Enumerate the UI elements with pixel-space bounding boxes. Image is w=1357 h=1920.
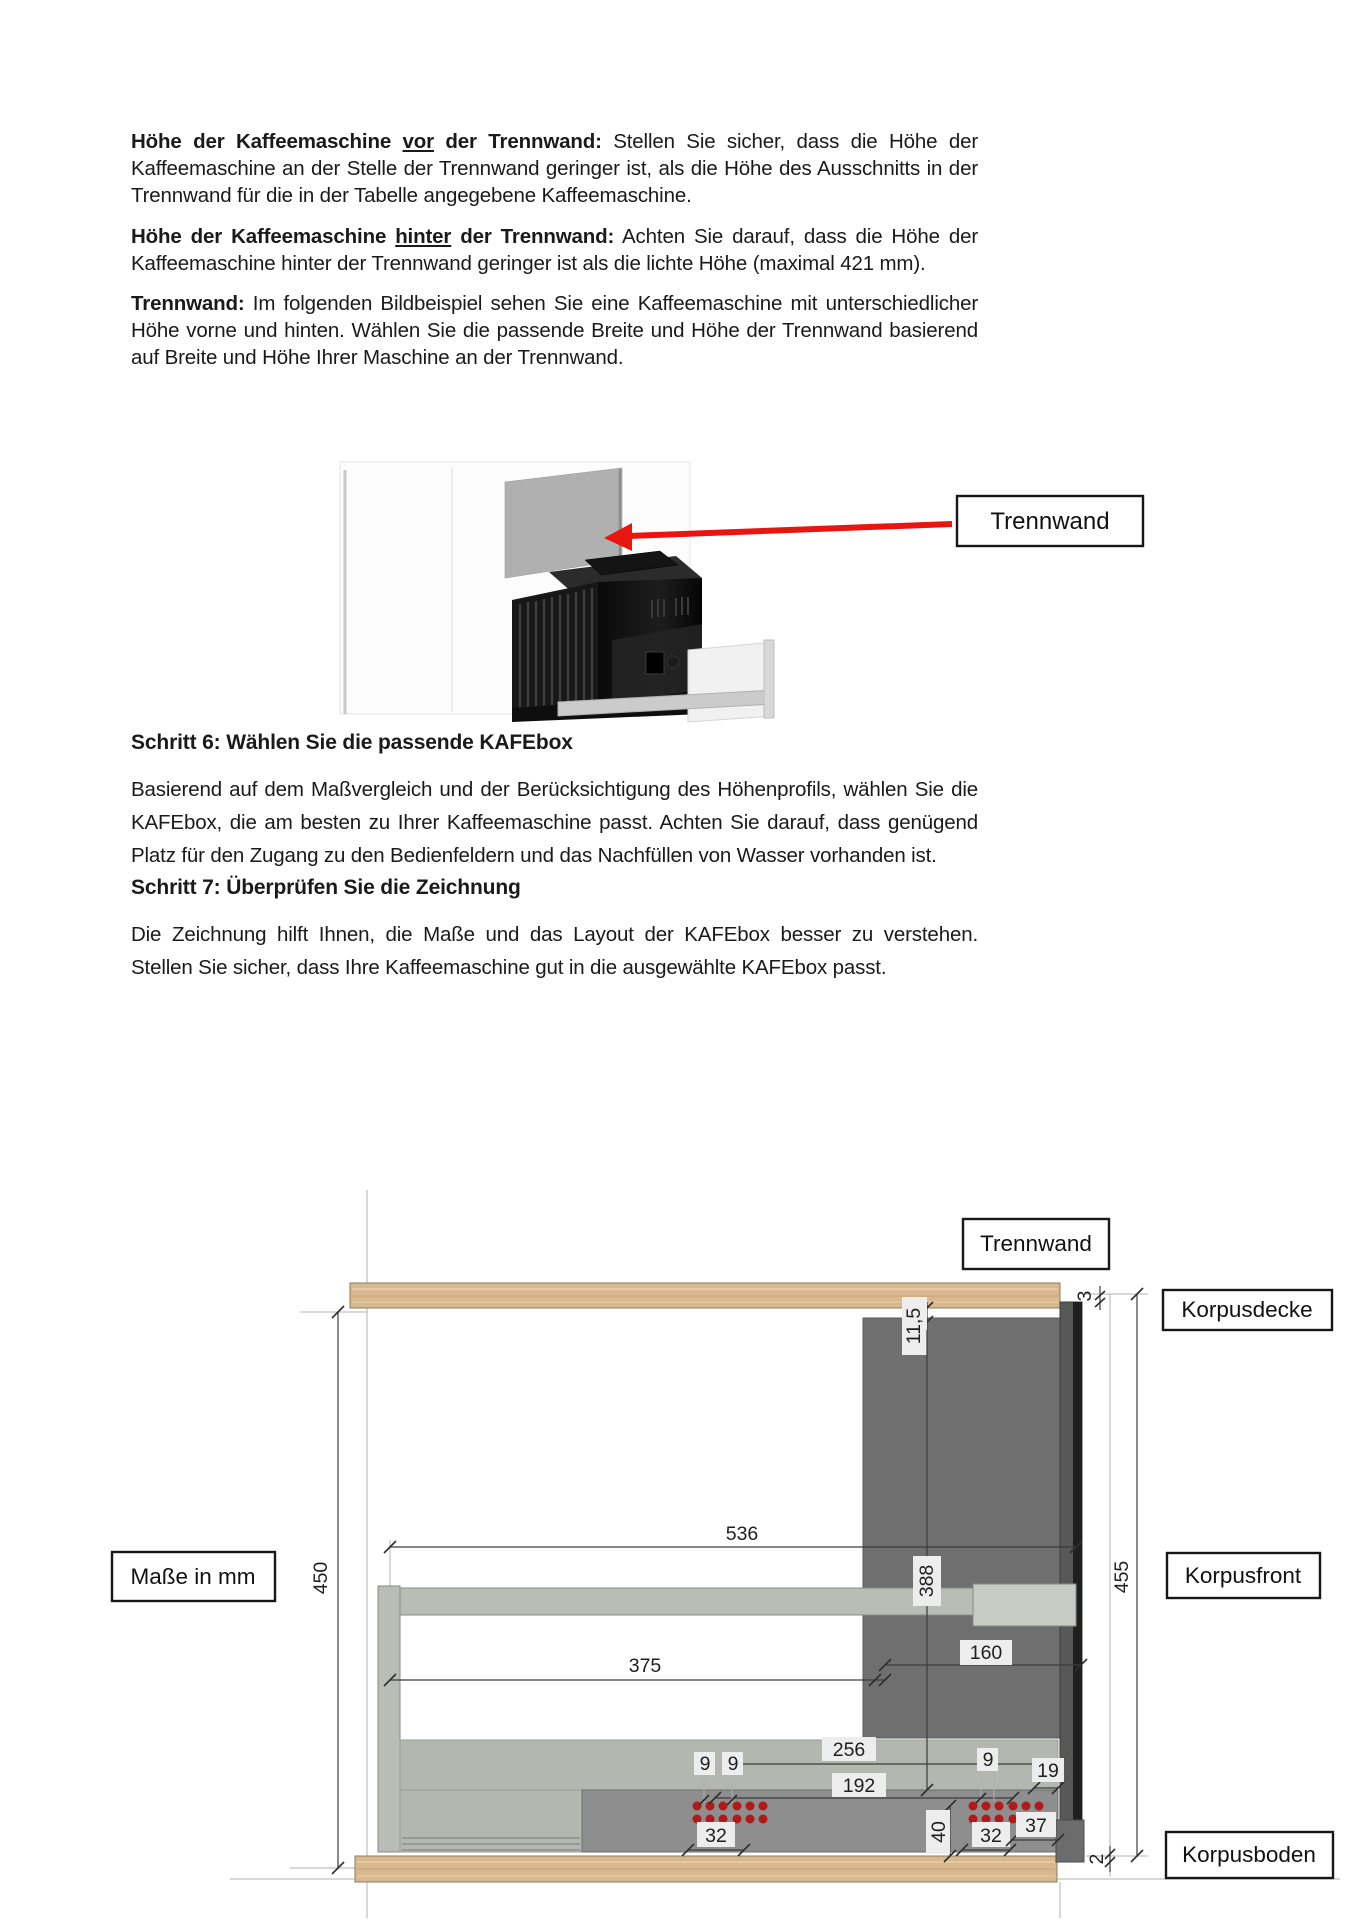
machine-screw bbox=[667, 656, 679, 668]
photo-trennwand-label: Trennwand bbox=[990, 508, 1110, 535]
masse-label-text: Maße in mm bbox=[130, 1564, 256, 1589]
dim-32a-label: 32 bbox=[705, 1825, 727, 1847]
coffee-machine-photo bbox=[0, 440, 1357, 730]
dim-388-label: 388 bbox=[916, 1564, 938, 1598]
drawer-back-strip bbox=[378, 1586, 400, 1852]
dim-450 bbox=[310, 1306, 344, 1874]
machine-power-socket bbox=[646, 652, 664, 674]
dim-455 bbox=[1111, 1288, 1143, 1862]
dim-375-label: 375 bbox=[628, 1655, 662, 1677]
heading-schritt-7: Schritt 7: Überprüfen Sie die Zeichnung bbox=[131, 876, 521, 899]
dim-37-label: 37 bbox=[1025, 1815, 1047, 1837]
korpusdecke-label-text: Korpusdecke bbox=[1181, 1297, 1313, 1322]
paragraph-trennwand bbox=[131, 290, 978, 371]
trennwand-label-text: Trennwand bbox=[980, 1231, 1092, 1256]
korpusboden-board bbox=[355, 1856, 1057, 1882]
dim-40-label: 40 bbox=[928, 1821, 950, 1843]
drawing-label-korpusdecke bbox=[1163, 1290, 1332, 1330]
trennwand-slab bbox=[863, 1318, 1060, 1738]
p2-lead: Höhe der Kaffeemaschine bbox=[131, 225, 396, 248]
drawing-label-masse-in-mm bbox=[112, 1552, 275, 1601]
paragraph-hoehe-hinter bbox=[131, 223, 978, 277]
photo-drawer-front bbox=[688, 642, 774, 722]
p1-underlined-word: vor bbox=[402, 130, 434, 153]
drawing-label-trennwand bbox=[963, 1219, 1109, 1269]
drawer-rail bbox=[378, 1588, 1060, 1615]
dim-536-label: 536 bbox=[725, 1523, 759, 1545]
dim-9b-label: 9 bbox=[727, 1753, 739, 1775]
p2-underlined-word: hinter bbox=[395, 225, 452, 248]
dim-32b-label: 32 bbox=[980, 1825, 1002, 1847]
dim-375 bbox=[384, 1655, 891, 1686]
dim-11-5-label: 11,5 bbox=[903, 1307, 925, 1345]
heading-schritt-6: Schritt 6: Wählen Sie die passende KAFEbox bbox=[131, 731, 573, 754]
p1-lead2: der Trennwand: bbox=[433, 130, 602, 153]
p1-body: Stellen Sie sicher, dass die Höhe der Kaffeemaschine an der Stelle der Trennwand geringer ist, als die Höhe des Ausschnitts in der Trennwand für die in der Tabelle angegebene Kaffeemaschine. bbox=[131, 130, 978, 207]
paragraph-hoehe-vor bbox=[131, 128, 978, 209]
paragraph-schritt-6: Basierend auf dem Maßvergleich und der Berücksichtigung des Höhenprofils, wählen Sie die KAFEbox, die am besten zu Ihrer Kaffeemaschine passt. Achten Sie darauf, dass genügend Platz für den Zugang zu den Bedienfeldern und das Nachfüllen von Wasser vorhanden ist. bbox=[131, 778, 978, 867]
dim-19-label: 19 bbox=[1037, 1760, 1059, 1782]
dim-2 bbox=[1086, 1846, 1115, 1872]
drawing-label-korpusboden bbox=[1166, 1832, 1333, 1878]
drawing-label-korpusfront bbox=[1167, 1553, 1320, 1598]
dim-160-label: 160 bbox=[969, 1642, 1003, 1664]
korpusdecke-board bbox=[350, 1283, 1060, 1308]
p3-body: Im folgenden Bildbeispiel sehen Sie eine Kaffeemaschine mit unterschiedlicher Höhe vorne und hinten. Wählen Sie die passende Breite und Höhe der Trennwand basierend auf Breite und Höhe Ihrer Maschine an der Trennwand. bbox=[131, 292, 978, 369]
front-foot bbox=[1056, 1820, 1084, 1862]
korpusfront-label-text: Korpusfront bbox=[1184, 1563, 1302, 1588]
dim-450-label: 450 bbox=[310, 1561, 332, 1595]
rail-bracket bbox=[973, 1584, 1076, 1626]
paragraph-schritt-7: Die Zeichnung hilft Ihnen, die Maße und das Layout der KAFEbox besser zu verstehen. Stellen Sie sicher, dass Ihre Kaffeemaschine gut in die ausgewählte KAFEbox passt. bbox=[131, 923, 978, 979]
korpusboden-label-text: Korpusboden bbox=[1182, 1842, 1316, 1867]
dim-19 bbox=[1028, 1758, 1064, 1794]
dim-9c-label: 9 bbox=[982, 1749, 994, 1771]
photo-rail-bracket bbox=[764, 640, 774, 718]
dim-455-label: 455 bbox=[1111, 1560, 1133, 1594]
technical-drawing bbox=[0, 1185, 1357, 1920]
dim-256-label: 256 bbox=[832, 1739, 866, 1761]
dim-9a-label: 9 bbox=[699, 1753, 711, 1775]
dim-2-label: 2 bbox=[1086, 1853, 1108, 1865]
dim-3-label: 3 bbox=[1074, 1290, 1096, 1302]
p2-body: Achten Sie darauf, dass die Höhe der Kaffeemaschine hinter der Trennwand geringer ist als die lichte Höhe (maximal 421 mm). bbox=[131, 225, 978, 275]
p1-lead: Höhe der Kaffeemaschine bbox=[131, 130, 403, 153]
drawer-left-block bbox=[400, 1790, 582, 1852]
p3-lead: Trennwand: bbox=[131, 292, 245, 315]
dim-192-label: 192 bbox=[842, 1775, 876, 1797]
p2-lead2: der Trennwand: bbox=[451, 225, 615, 248]
